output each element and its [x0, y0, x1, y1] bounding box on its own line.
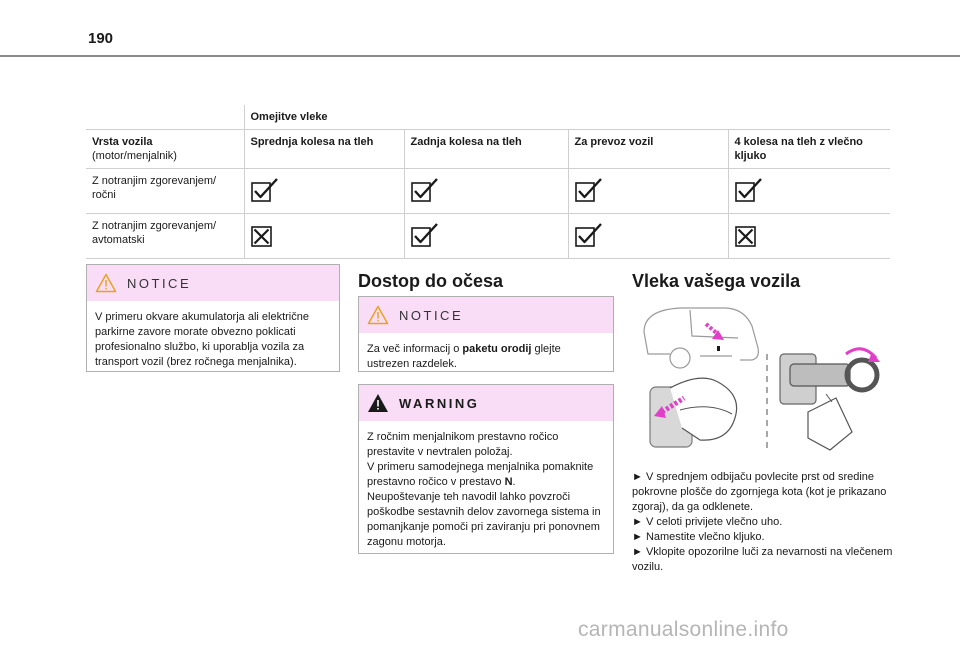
notice-header: [87, 265, 339, 301]
cell: [244, 169, 404, 214]
checkbox-checked-icon: [575, 178, 603, 202]
cell: [404, 214, 568, 259]
checkbox-checked-icon: [575, 223, 603, 247]
warning-title: WARNING: [399, 395, 480, 411]
column-header-front: Sprednja kolesa na tleh: [244, 130, 404, 169]
column-header-4wheels: 4 kolesa na tleh z vlečno kljuko: [728, 130, 890, 169]
header-rule: [0, 55, 960, 57]
watermark: carmanualsonline.info: [578, 618, 789, 641]
cell: [568, 169, 728, 214]
section-title-towing: Vleka vašega vozila: [632, 271, 801, 291]
cell: [404, 169, 568, 214]
notice-box-access: [358, 296, 614, 372]
notice-title: NOTICE: [127, 275, 192, 291]
warning-text: Z ročnim menjalnikom prestavno ročico prestavite v nevtralen položaj. V primeru samodejnega menjalnika pomaknite prestavno ročico v prestavo N. Neupoštevanje teh navodil lahko povzroči poškodbe sestavnih delov zavornega sistema in pomanjkanje pomoči pri zaviranju pri ponovnem zagonu motorja.: [367, 431, 601, 548]
table-corner: [86, 105, 244, 130]
column-header-transport: Za prevoz vozil: [568, 130, 728, 169]
notice-text: Za več informacij o paketu orodij glejte ustrezen razdelek.: [367, 343, 561, 370]
van-outline-icon: [644, 308, 758, 368]
table-row: [86, 214, 890, 259]
checkbox-crossed-icon: [251, 223, 279, 247]
warning-box: [358, 384, 614, 554]
towing-step: ► V celoti privijete vlečno uho.: [632, 516, 783, 528]
warning-triangle-icon: [95, 273, 117, 293]
towing-step: ► Namestite vlečno kljuko.: [632, 531, 765, 543]
notice-text: V primeru okvare akumulatorja ali električne parkirne zavore morate obvezno poklicati profesionalno službo, ki uporablja vozila za transport vozil (brez ročnega menjalnika).: [95, 311, 309, 368]
towing-steps: [632, 470, 897, 575]
danger-triangle-icon: [367, 393, 389, 413]
column-header-rear: Zadnja kolesa na tleh: [404, 130, 568, 169]
towing-restrictions-table: [86, 105, 890, 259]
row-label: Z notranjim zgorevanjem/ ročni: [86, 169, 244, 214]
cell: [568, 214, 728, 259]
towing-step: ► Vklopite opozorilne luči za nevarnosti na vlečenem vozilu.: [632, 546, 893, 573]
checkbox-crossed-icon: [735, 223, 763, 247]
checkbox-checked-icon: [735, 178, 763, 202]
cell: [244, 214, 404, 259]
towing-step: ► V sprednjem odbijaču povlecite prst od sredine pokrovne plošče do zgornjega kota (kot je prikazano zgoraj), da ga odklenete.: [632, 471, 887, 513]
notice-box-left: [86, 264, 340, 372]
checkbox-checked-icon: [411, 223, 439, 247]
row-label: Z notranjim zgorevanjem/ avtomatski: [86, 214, 244, 259]
vehicle-type-label: Vrsta vozila: [92, 136, 153, 148]
section-title-access: Dostop do očesa: [358, 271, 504, 291]
checkbox-checked-icon: [251, 178, 279, 202]
cell: [728, 214, 890, 259]
table-row: [86, 169, 890, 214]
vehicle-type-header: [86, 130, 244, 169]
page-number: 190: [88, 30, 114, 47]
towing-eye-illustration: [640, 302, 894, 460]
checkbox-checked-icon: [411, 178, 439, 202]
warning-triangle-icon: [367, 305, 389, 325]
group-header: Omejitve vleke: [244, 105, 890, 130]
cell: [728, 169, 890, 214]
notice-header: [359, 297, 613, 333]
vehicle-type-sub: (motor/menjalnik): [92, 150, 177, 162]
warning-header: [359, 385, 613, 421]
notice-title: NOTICE: [399, 307, 464, 323]
